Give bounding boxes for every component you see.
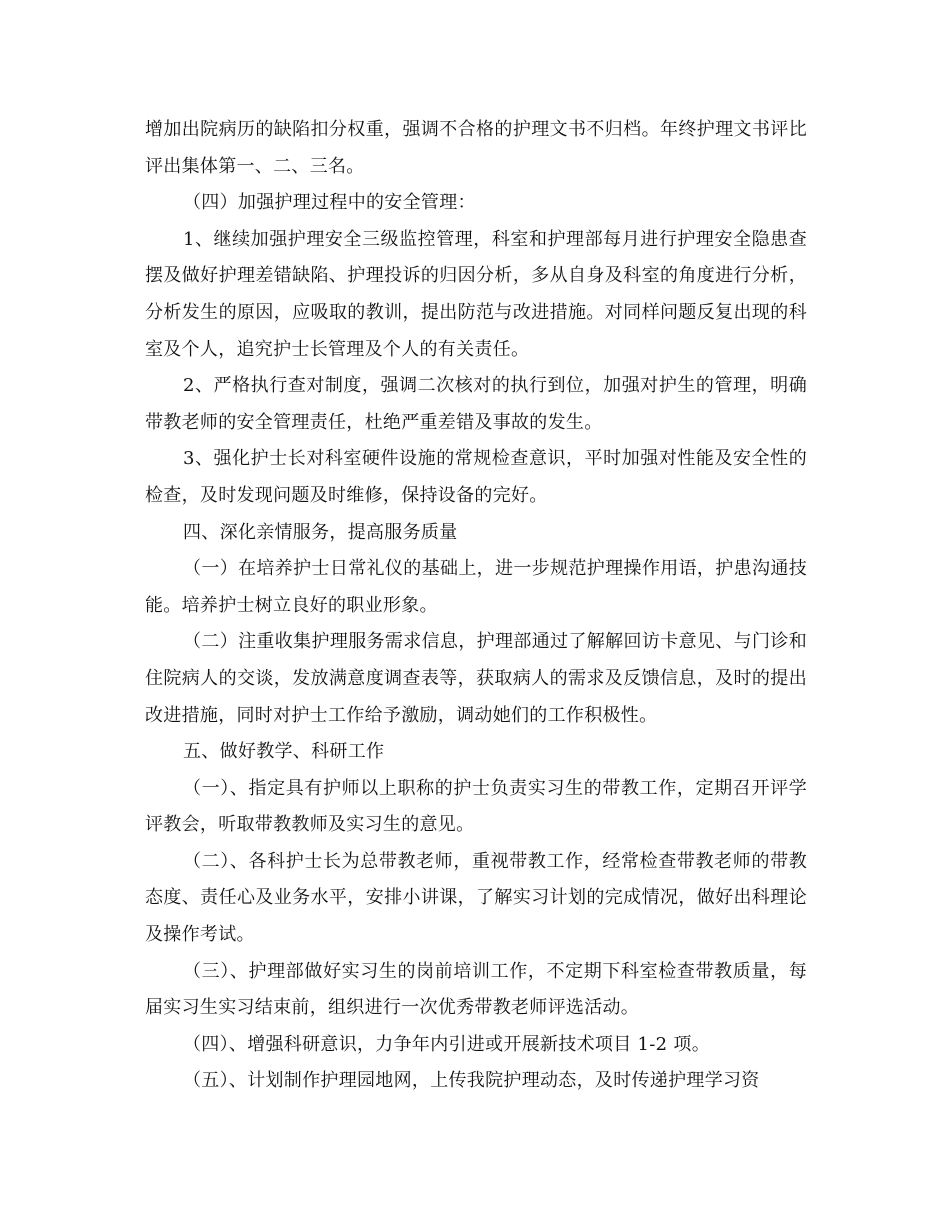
- paragraph-item-1: 1、继续加强护理安全三级监控管理，科室和护理部每月进行护理安全隐患查摆及做好护理差错缺陷、护理投诉的归因分析，多从自身及科室的角度进行分析，分析发生的原因，应吸取的教训，提出防范与改进措施。对同样问题反复出现的科室及个人，追究护士长管理及个人的有关责任。: [145, 228, 807, 360]
- section-heading-service: 四、深化亲情服务，提高服务质量: [183, 521, 458, 543]
- paragraph-teaching-1: （一）、指定具有护师以上职称的护士负责实习生的带教工作，定期召开评学评教会，听取带教教师及实习生的意见。: [145, 777, 807, 836]
- paragraph-item-2: 2、严格执行查对制度，强调二次核对的执行到位，加强对护生的管理，明确带教老师的安全管理责任，杜绝严重差错及事故的发生。: [145, 375, 807, 433]
- paragraph-service-1: （一）在培养护士日常礼仪的基础上，进一步规范护理操作用语，护患沟通技能。培养护士树立良好的职业形象。: [145, 558, 807, 616]
- section-heading-safety: （四）加强护理过程中的安全管理：: [183, 192, 476, 214]
- paragraph-continuation: 增加出院病历的缺陷扣分权重，强调不合格的护理文书不归档。年终护理文书评比评出集体第一、二、三名。: [145, 119, 807, 177]
- document-body: [145, 112, 807, 1100]
- paragraph-teaching-5: （五）、计划制作护理园地网，上传我院护理动态，及时传递护理学习资: [183, 1070, 760, 1092]
- paragraph-teaching-2: （二）、各科护士长为总带教老师，重视带教工作，经常检查带教老师的带教态度、责任心及业务水平，安排小讲课，了解实习计划的完成情况，做好出科理论及操作考试。: [145, 850, 807, 946]
- paragraph-service-2: （二）注重收集护理服务需求信息，护理部通过了解解回访卡意见、与门诊和住院病人的交谈，发放满意度调查表等，获取病人的需求及反馈信息，及时的提出改进措施，同时对护士工作给予激励，调动她们的工作积极性。: [145, 631, 807, 726]
- paragraph-teaching-4: （四）、增强科研意识，力争年内引进或开展新技术项目 1-2 项。: [183, 1033, 711, 1055]
- paragraph-item-3: 3、强化护士长对科室硬件设施的常规检查意识，平时加强对性能及安全性的检查，及时发现问题及时维修，保持设备的完好。: [145, 448, 807, 506]
- section-heading-teaching: 五、做好教学、科研工作: [183, 741, 385, 763]
- paragraph-teaching-3: （三）、护理部做好实习生的岗前培训工作，不定期下科室检查带教质量，每届实习生实习结束前，组织进行一次优秀带教老师评选活动。: [145, 960, 807, 1019]
